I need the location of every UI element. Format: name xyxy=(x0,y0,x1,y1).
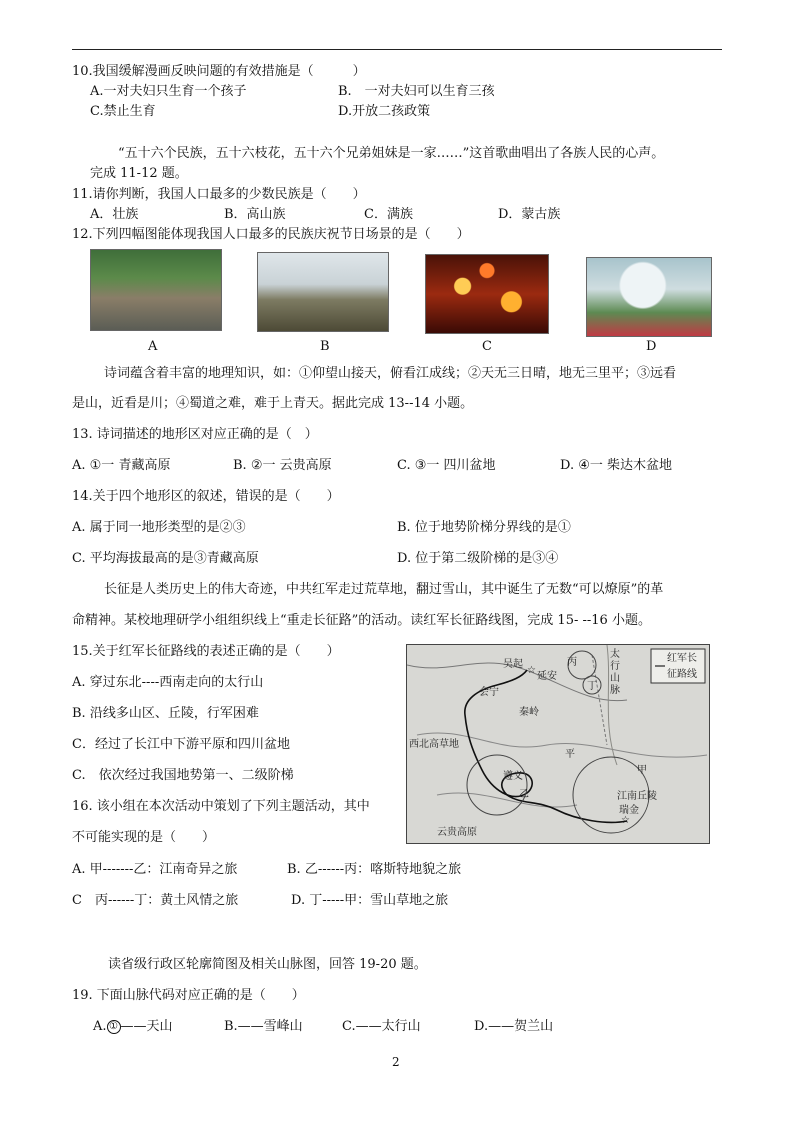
q12-label-d: D xyxy=(646,339,657,354)
q13-option-c[interactable]: C. ③一 四川盆地 xyxy=(397,458,496,473)
map-label-xibei: 西北高草地 xyxy=(409,739,459,750)
q16-stem-line1: 16. 该小组在本次活动中策划了下列主题活动，其中 xyxy=(72,799,370,814)
q11-option-a[interactable]: A．壮族 xyxy=(90,207,139,222)
q12-label-b: B xyxy=(320,339,330,354)
q12-photo-b[interactable] xyxy=(257,252,389,332)
q14-option-d[interactable]: D. 位于第二级阶梯的是③④ xyxy=(397,551,559,566)
q13-option-b[interactable]: B. ②一 云贵高原 xyxy=(233,458,332,473)
intro-19-20: 读省级行政区轮廓简图及相关山脉图，回答 19-20 题。 xyxy=(108,957,427,972)
header-rule xyxy=(72,49,722,50)
q12-label-c: C xyxy=(482,339,492,354)
map-label-ruijin: 瑞金 xyxy=(619,805,639,816)
q15-option-c[interactable]: C．经过了长江中下游平原和四川盆地 xyxy=(72,737,290,752)
intro-15-16-line2: 命精神。某校地理研学小组组织线上“重走长征路”的活动。读红军长征路线图，完成 15- --16 小题。 xyxy=(72,613,651,628)
q19-option-b[interactable]: B.——雪峰山 xyxy=(224,1019,303,1034)
q14-option-b[interactable]: B. 位于地势阶梯分界线的是① xyxy=(397,520,571,535)
q19-option-c[interactable]: C.——太行山 xyxy=(342,1019,421,1034)
long-march-map xyxy=(406,644,710,844)
q11-option-c[interactable]: C．满族 xyxy=(364,207,413,222)
q19-stem: 19. 下面山脉代码对应正确的是（ ） xyxy=(72,988,305,1003)
q11-option-b[interactable]: B．高山族 xyxy=(224,207,286,222)
q13-option-a[interactable]: A. ①一 青藏高原 xyxy=(72,458,171,473)
map-label-jiangnan: 江南丘陵 xyxy=(617,791,657,802)
q12-stem: 12.下列四幅图能体现我国人口最多的民族庆祝节日场景的是（ ） xyxy=(72,227,470,242)
q13-option-d[interactable]: D. ④一 柴达木盆地 xyxy=(560,458,673,473)
q10-option-c[interactable]: C.禁止生育 xyxy=(90,104,156,119)
map-label-huining: 会宁 xyxy=(479,687,499,698)
map-label-jia: 甲 xyxy=(637,765,647,776)
q16-option-d[interactable]: D. 丁-----甲：雪山草地之旅 xyxy=(291,893,449,908)
intro-11-12-line1: “五十六个民族，五十六枝花，五十六个兄弟姐妹是一家……”这首歌曲唱出了各族人民的心声。 xyxy=(118,146,665,161)
page-number: 2 xyxy=(392,1055,400,1069)
map-legend-line1: 红军长 xyxy=(667,653,697,664)
map-label-taihang-2: 行 xyxy=(610,661,620,672)
q19-option-d[interactable]: D.——贺兰山 xyxy=(474,1019,554,1034)
q12-photo-c[interactable] xyxy=(425,254,549,334)
q10-stem: 10.我国缓解漫画反映问题的有效措施是（ ） xyxy=(72,64,366,79)
q12-photo-d[interactable] xyxy=(586,257,712,337)
q19-option-a-number: ① xyxy=(107,1020,121,1034)
map-label-taihang-1: 太 xyxy=(610,649,620,660)
q10-option-a[interactable]: A.一对夫妇只生育一个孩子 xyxy=(90,84,247,99)
q12-label-a: A xyxy=(148,339,158,354)
q11-option-d[interactable]: D．蒙古族 xyxy=(498,207,561,222)
map-star-ruijin: ☆ xyxy=(621,815,630,826)
map-label-taihang-3: 山 xyxy=(610,673,620,684)
q19-option-a[interactable] xyxy=(93,1019,173,1035)
q15-option-b[interactable]: B. 沿线多山区、丘陵，行军困难 xyxy=(72,706,259,721)
q10-option-d[interactable]: D.开放二孩政策 xyxy=(338,104,431,119)
map-label-bing: 丙 xyxy=(567,657,577,668)
q19-option-a-prefix: A. xyxy=(93,1019,107,1034)
intro-13-14-line1: 诗词蕴含着丰富的地理知识，如：①仰望山接天，俯看江成线；②天无三日晴，地无三里平；③远看 xyxy=(104,366,677,381)
map-label-ping: 平 xyxy=(565,749,575,760)
map-label-qinling: 秦岭 xyxy=(519,707,539,718)
map-label-yanan: 延安 xyxy=(537,671,557,682)
q19-option-a-text: ——天山 xyxy=(120,1019,173,1034)
map-label-wuqi: 吴起 xyxy=(503,659,523,670)
intro-11-12-line2: 完成 11-12 题。 xyxy=(90,166,188,181)
q16-option-a[interactable]: A. 甲-------乙：江南奇异之旅 xyxy=(72,862,238,877)
q11-stem: 11.请你判断，我国人口最多的少数民族是（ ） xyxy=(72,187,366,202)
q14-option-c[interactable]: C. 平均海拔最高的是③青藏高原 xyxy=(72,551,259,566)
q16-option-c[interactable]: C 丙------丁：黄土风情之旅 xyxy=(72,893,239,908)
q14-option-a[interactable]: A. 属于同一地形类型的是②③ xyxy=(72,520,246,535)
q16-stem-line2: 不可能实现的是（ ） xyxy=(72,830,216,845)
intro-13-14-line2: 是山，近看是川；④蜀道之难，难于上青天。据此完成 13--14 小题。 xyxy=(72,396,474,411)
q15-option-a[interactable]: A. 穿过东北----西南走向的太行山 xyxy=(72,675,264,690)
map-label-yi: 乙 xyxy=(519,789,529,800)
q13-stem: 13. 诗词描述的地形区对应正确的是（ ） xyxy=(72,427,318,442)
intro-15-16-line1: 长征是人类历史上的伟大奇迹，中共红军走过荒草地，翻过雪山，其中诞生了无数“可以燎原”的革 xyxy=(104,582,664,597)
q15-stem: 15.关于红军长征路线的表述正确的是（ ） xyxy=(72,644,340,659)
map-label-zunyi: 遵义 xyxy=(503,771,523,782)
map-star-wuqi: ☆ xyxy=(527,665,536,676)
q15-option-d[interactable]: C. 依次经过我国地势第一、二级阶梯 xyxy=(72,768,294,783)
q10-option-b[interactable]: B. 一对夫妇可以生育三孩 xyxy=(338,84,495,99)
q12-photo-a[interactable] xyxy=(90,249,222,331)
q16-option-b[interactable]: B. 乙------丙：喀斯特地貌之旅 xyxy=(287,862,462,877)
map-label-ding: 丁 xyxy=(587,681,597,692)
map-label-yungui: 云贵高原 xyxy=(437,827,477,838)
map-legend-line2: 征路线 xyxy=(667,669,697,680)
long-march-map-drawing xyxy=(407,645,709,843)
map-label-taihang-4: 脉 xyxy=(610,685,620,696)
q14-stem: 14.关于四个地形区的叙述，错误的是（ ） xyxy=(72,489,340,504)
